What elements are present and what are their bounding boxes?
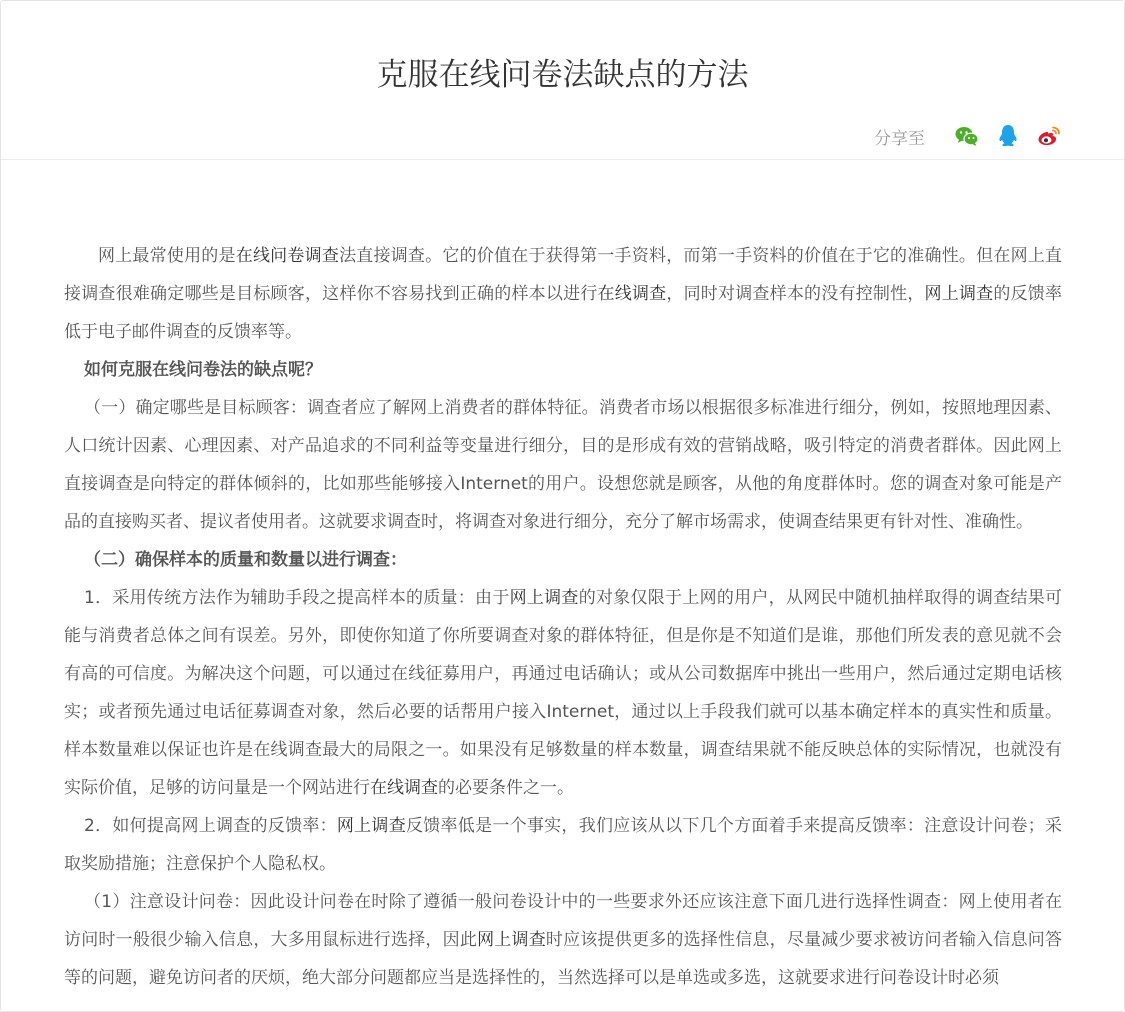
paragraph-text: 1．采用传统方法作为辅助手段之提高样本的质量：由于 (84, 588, 510, 608)
keyword-text: 网上调查 (336, 816, 406, 836)
keyword-text: 在线问卷调查 (235, 246, 340, 266)
keyword-text: 网上调查 (477, 930, 546, 950)
paragraph-text: 的对象仅限于上网的用户，从网民中随机抽样取得的调查结果可能与消费者总体之间有误差。另外，即使你知道了你所要调查对象的群体特征，但是你是不知道们是谁，那他们所发表的意见就不会有高的可信度。为解决这个问题，可以通过在线征募用户，再通过电话确认；或从公司数据库中挑出一些用户，然后通过定期电话核实；或者预先通过电话征募调查对象，然后必要的话帮用户接入Internet，通过以上手段我们就可以基本确定样本的真实性和质量。样本数量难以保证也许是在线调查最大的局限之一。如果没有足够数量的样本数量，调查结果就不能反映总体的实际情况，也就没有实际价值，足够的访问量是一个网站进行 (64, 588, 1063, 798)
paragraph-text: 的必要条件之一。 (438, 778, 574, 798)
article-paragraph (64, 579, 1062, 807)
share-bar (874, 121, 1062, 151)
share-label: 分享至 (874, 128, 925, 149)
paragraph-text: 反馈率低是一个事实，我们应该从以下几个方面着手来提高反馈率：注意设计问卷；采取奖励措施；注意保护个人隐私权。 (64, 816, 1063, 874)
article-paragraph (64, 807, 1062, 883)
article-paragraph (64, 237, 1062, 351)
paragraph-text: 法直接调查。它的价值在于获得第一手资料，而第一手资料的价值在于它的准确性。但在网上直接调查很难确定哪些是目标顾客，这样你不容易找到正确的样本以进行 (64, 246, 1063, 304)
article-paragraph (64, 389, 1062, 541)
weibo-icon[interactable] (1036, 123, 1062, 149)
paragraph-text: 如何克服在线问卷法的缺点呢？ (84, 360, 322, 380)
page-title: 克服在线问卷法缺点的方法 (376, 57, 749, 93)
article-paragraph (64, 351, 1062, 389)
keyword-text: 在线调查 (597, 284, 667, 304)
keyword-text: 网上调查 (924, 284, 994, 304)
article-paragraph (64, 541, 1062, 579)
paragraph-text: （一）确定哪些是目标顾客：调查者应了解网上消费者的群体特征。消费者市场以根据很多标准进行细分，例如，按照地理因素、人口统计因素、心理因素、对产品追求的不同利益等变量进行细分，目的是形成有效的营销战略，吸引特定的消费者群体。因此网上直接调查是向特定的群体倾斜的，比如那些能够接入Internet的用户。设想您就是顾客，从他的角度群体时。您的调查对象可能是产品的直接购买者、提议者使用者。这就要求调查时，将调查对象进行细分，充分了解市场需求，使调查结果更有针对性、准确性。 (64, 398, 1062, 532)
paragraph-text: （1）注意设计问卷：因此设计问卷在时除了遵循一般问卷设计中的一些要求外还应该注意下面几进行选择性调查：网上使用者在访问时一般很少输入信息，大多用鼠标进行选择，因此 (64, 892, 1062, 950)
article-body (64, 237, 1062, 997)
article-paragraph (64, 883, 1062, 997)
paragraph-text: 2．如何提高网上调查的反馈率： (84, 816, 337, 836)
keyword-text: 在线调查 (370, 778, 438, 798)
qq-icon[interactable] (995, 123, 1021, 149)
paragraph-text: 网上最常使用的是 (98, 246, 236, 266)
wechat-icon[interactable] (954, 123, 980, 149)
keyword-text: 网上调查 (509, 588, 579, 608)
paragraph-text: ，同时对调查样本的没有控制性， (666, 284, 925, 304)
paragraph-text: 时应该提供更多的选择性信息，尽量减少要求被访问者输入信息问答等的问题，避免访问者的厌烦，绝大部分问题都应当是选择性的，当然选择可以是单选或多选，这就要求进行问卷设计时必须 (64, 930, 1063, 988)
paragraph-text: （二）确保样本的质量和数量以进行调查： (84, 550, 407, 570)
paragraph-text: 的反馈率低于电子邮件调查的反馈率等。 (64, 284, 1063, 342)
article-header (1, 1, 1124, 160)
